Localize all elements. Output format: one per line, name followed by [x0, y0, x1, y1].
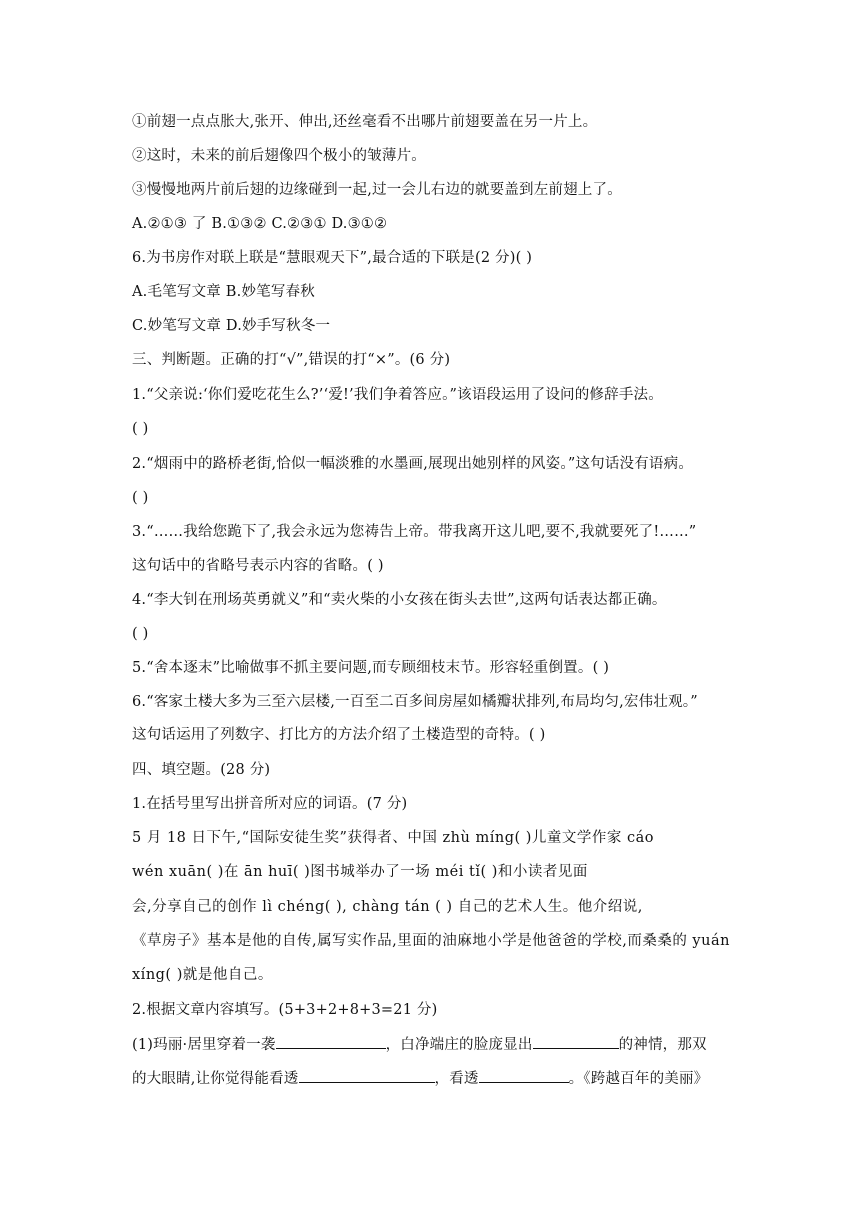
judge-q1-answer: ( ): [132, 421, 149, 437]
fill-q2-line2-text-a: 的大眼睛,让你觉得能看透: [132, 1071, 299, 1087]
fill-q2-line1-text-b: ，白净端庄的脸庞显出: [385, 1037, 533, 1053]
judge-q6-line1: 6.“客家土楼大多为三至六层楼,一百至二百多间房屋如橘瓣状排列,布局均匀,宏伟壮观。”: [132, 694, 698, 710]
fill-blank-2[interactable]: [533, 1034, 619, 1049]
section4-heading: 四、填空题。(28 分): [132, 762, 271, 778]
fill-q1-paragraph-line3: 会,分享自己的创作 lì chéng( ), chàng tán ( ) 自己的艺术人生。他介绍说,: [132, 899, 643, 915]
fill-q1-title: 1.在括号里写出拼音所对应的词语。(7 分): [132, 796, 408, 812]
judge-q2-line1: 2.“烟雨中的路桥老街,恰似一幅淡雅的水墨画,展现出她别样的风姿。”这句话没有语病。: [132, 456, 694, 472]
q5-choices: A.②①③ 了 B.①③② C.②③① D.③①②: [132, 216, 388, 232]
q5-option-2: ②这时，未来的前后翅像四个极小的皱薄片。: [132, 148, 426, 164]
fill-q2-line1-text-c: 的神情，那双: [618, 1037, 707, 1053]
q6-choices-cd: C.妙笔写文章 D.妙手写秋冬一: [132, 318, 331, 334]
q5-option-1: ①前翅一点点胀大,张开、伸出,还丝毫看不出哪片前翅要盖在另一片上。: [132, 114, 598, 130]
q6-choices-ab: A.毛笔写文章 B.妙笔写春秋: [132, 284, 315, 300]
q6-question: 6.为书房作对联上联是“慧眼观天下”,最合适的下联是(2 分)( ): [132, 250, 533, 266]
fill-blank-4[interactable]: [479, 1068, 569, 1083]
judge-q3-line2: 这句话中的省略号表示内容的省略。( ): [132, 558, 384, 574]
judge-q6-line2: 这句话运用了列数字、打比方的方法介绍了土楼造型的奇特。( ): [132, 727, 546, 743]
fill-q1-paragraph-line1: 5 月 18 日下午,“国际安徒生奖”获得者、中国 zhù míng( )儿童文学作家 cáo: [132, 830, 655, 846]
fill-q2-line2-text-b: ，看透: [434, 1071, 479, 1087]
judge-q5-line1: 5.“舍本逐末”比喻做事不抓主要问题,而专顾细枝末节。形容轻重倒置。( ): [132, 660, 610, 676]
fill-q2-line2: [132, 1068, 742, 1089]
judge-q3-line1: 3.“……我给您跪下了,我会永远为您祷告上帝。带我离开这儿吧,要不,我就要死了!……”: [132, 524, 697, 540]
fill-q1-paragraph-line5: xíng( )就是他自己。: [132, 967, 273, 983]
fill-blank-3[interactable]: [299, 1068, 435, 1083]
judge-q4-answer: ( ): [132, 626, 149, 642]
judge-q2-answer: ( ): [132, 490, 149, 506]
fill-q1-paragraph-line2: wén xuān( )在 ān huī( )图书城举办了一场 méi tǐ( )和小读者见面: [132, 864, 588, 880]
fill-q2-line2-text-c: 。《跨越百年的美丽》: [568, 1071, 709, 1087]
fill-q2-line1-text-a: (1)玛丽·居里穿着一袭: [132, 1037, 276, 1053]
fill-blank-1[interactable]: [276, 1034, 386, 1049]
fill-q1-paragraph-line4: 《草房子》基本是他的自传,属写实作品,里面的油麻地小学是他爸爸的学校,而桑桑的 yuán: [132, 933, 730, 949]
fill-q2-line1: [132, 1034, 742, 1055]
judge-q4-line1: 4.“李大钊在刑场英勇就义”和“卖火柴的小女孩在街头去世”,这两句话表达都正确。: [132, 592, 667, 608]
fill-q2-title: 2.根据文章内容填写。(5+3+2+8+3=21 分): [132, 1002, 438, 1018]
section3-heading: 三、判断题。正确的打“√”,错误的打“×”。(6 分): [132, 352, 451, 368]
judge-q1-line1: 1.“父亲说:‘你们爱吃花生么?’‘爱!’我们争着答应。”该语段运用了设问的修辞手法。: [132, 387, 663, 403]
q5-option-3: ③慢慢地两片前后翅的边缘碰到一起,过一会儿右边的就要盖到左前翅上了。: [132, 182, 622, 198]
